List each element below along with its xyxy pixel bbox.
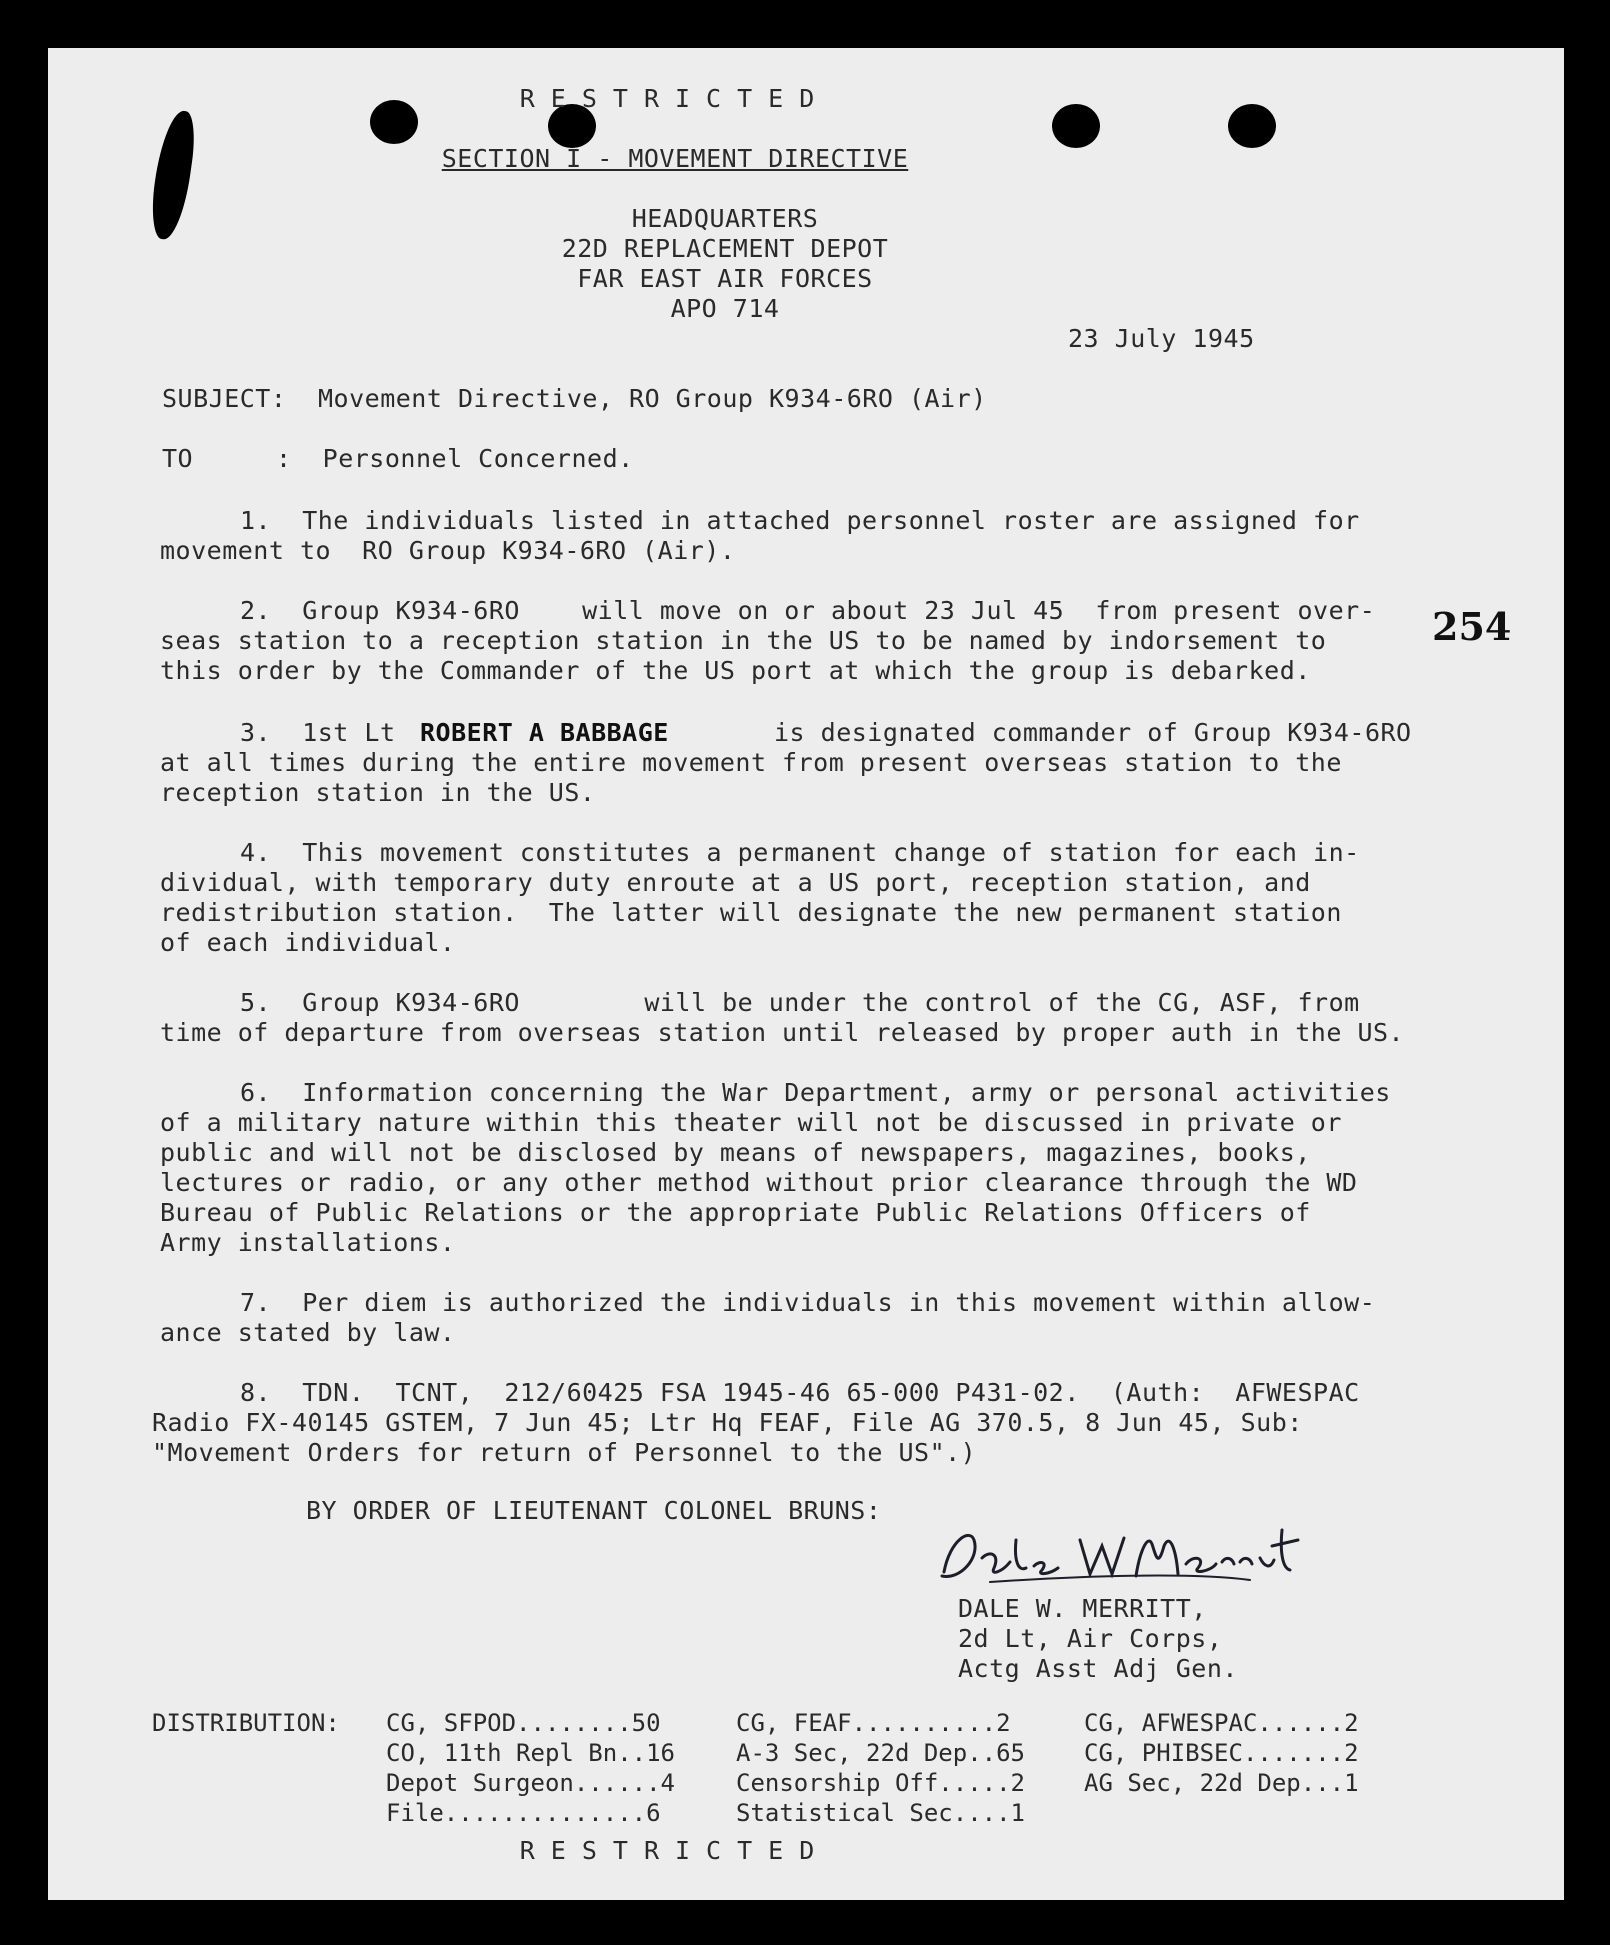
paragraph-line: 8. TDN. TCNT, 212/60425 FSA 1945-46 65-000 P431-02. (Auth: AFWESPAC — [240, 1378, 1360, 1407]
header-line: 22D REPLACEMENT DEPOT — [561, 234, 889, 263]
paragraph-line: dividual, with temporary duty enroute at a US port, reception station, and — [160, 868, 1311, 897]
paragraph-line: public and will not be disclosed by means of newspapers, magazines, books, — [160, 1138, 1311, 1167]
subject-text: Movement Directive, RO Group K934-6RO (Air) — [318, 384, 987, 413]
paragraph-line: 4. This movement constitutes a permanent change of station for each in- — [240, 838, 1360, 867]
paragraph-line: 1. The individuals listed in attached personnel roster are assigned for — [240, 506, 1360, 535]
paragraph-line: movement to RO Group K934-6RO (Air). — [160, 536, 736, 565]
page-number: 254 — [1432, 604, 1512, 649]
to-text: : Personnel Concerned. — [276, 444, 634, 473]
document-page — [48, 48, 1564, 1900]
signer-title: Actg Asst Adj Gen. — [958, 1654, 1238, 1683]
document-date: 23 July 1945 — [1068, 324, 1255, 353]
distribution-entry: CG, SFPOD........50 — [386, 1709, 661, 1737]
paragraph-line: 7. Per diem is authorized the individuals in this movement within allow- — [240, 1288, 1376, 1317]
paragraph-line: seas station to a reception station in the US to be named by indorsement to — [160, 626, 1327, 655]
distribution-entry: A-3 Sec, 22d Dep..65 — [736, 1739, 1025, 1767]
section-title: SECTION I - MOVEMENT DIRECTIVE — [441, 144, 909, 173]
paragraph-line: of each individual. — [160, 928, 456, 957]
distribution-entry: Depot Surgeon......4 — [386, 1769, 675, 1797]
classification-top: RESTRICTED — [519, 84, 831, 113]
paragraph-line: Radio FX-40145 GSTEM, 7 Jun 45; Ltr Hq FEAF, File AG 370.5, 8 Jun 45, Sub: — [152, 1408, 1303, 1437]
paragraph-line: ance stated by law. — [160, 1318, 456, 1347]
paragraph-line: Army installations. — [160, 1228, 456, 1257]
paragraph-line: of a military nature within this theater will not be discussed in private or — [160, 1108, 1342, 1137]
header-line: APO 714 — [670, 294, 780, 323]
signer-rank: 2d Lt, Air Corps, — [958, 1624, 1223, 1653]
distribution-entry: CG, AFWESPAC......2 — [1084, 1709, 1359, 1737]
distribution-entry: CG, PHIBSEC.......2 — [1084, 1739, 1359, 1767]
paragraph-line: lectures or radio, or any other method without prior clearance through the WD — [160, 1168, 1358, 1197]
paragraph-line: is designated commander of Group K934-6RO — [774, 718, 1412, 747]
subject-label: SUBJECT: — [162, 384, 287, 413]
distribution-label: DISTRIBUTION: — [152, 1709, 340, 1737]
to-label: TO — [162, 444, 194, 473]
header-line: HEADQUARTERS — [631, 204, 819, 233]
classification-bottom: RESTRICTED — [519, 1836, 831, 1865]
paragraph-line: at all times during the entire movement from present overseas station to the — [160, 748, 1342, 777]
signer-name: DALE W. MERRITT, — [958, 1594, 1207, 1623]
paragraph-line: "Movement Orders for return of Personnel to the US".) — [152, 1438, 977, 1467]
paragraph-line: 3. 1st Lt — [240, 718, 396, 747]
paragraph-line: this order by the Commander of the US port at which the group is debarked. — [160, 656, 1311, 685]
paragraph-line: redistribution station. The latter will designate the new permanent station — [160, 898, 1342, 927]
distribution-entry: CO, 11th Repl Bn..16 — [386, 1739, 675, 1767]
distribution-entry: AG Sec, 22d Dep...1 — [1084, 1769, 1359, 1797]
paragraph-line: reception station in the US. — [160, 778, 596, 807]
paragraph-line: 6. Information concerning the War Department, army or personal activities — [240, 1078, 1391, 1107]
header-line: FAR EAST AIR FORCES — [577, 264, 873, 293]
paragraph-line: Bureau of Public Relations or the appropriate Public Relations Officers of — [160, 1198, 1311, 1227]
commander-name: ROBERT A BABBAGE — [420, 718, 669, 747]
handwritten-signature — [930, 1510, 1310, 1604]
paragraph-line: 2. Group K934-6RO will move on or about 23 Jul 45 from present over- — [240, 596, 1376, 625]
distribution-entry: File..............6 — [386, 1799, 661, 1827]
distribution-entry: Statistical Sec....1 — [736, 1799, 1025, 1827]
distribution-entry: CG, FEAF..........2 — [736, 1709, 1011, 1737]
paragraph-line: time of departure from overseas station until released by proper auth in the US. — [160, 1018, 1405, 1047]
distribution-entry: Censorship Off.....2 — [736, 1769, 1025, 1797]
order-line: BY ORDER OF LIEUTENANT COLONEL BRUNS: — [306, 1496, 882, 1525]
paragraph-line: 5. Group K934-6RO will be under the control of the CG, ASF, from — [240, 988, 1360, 1017]
